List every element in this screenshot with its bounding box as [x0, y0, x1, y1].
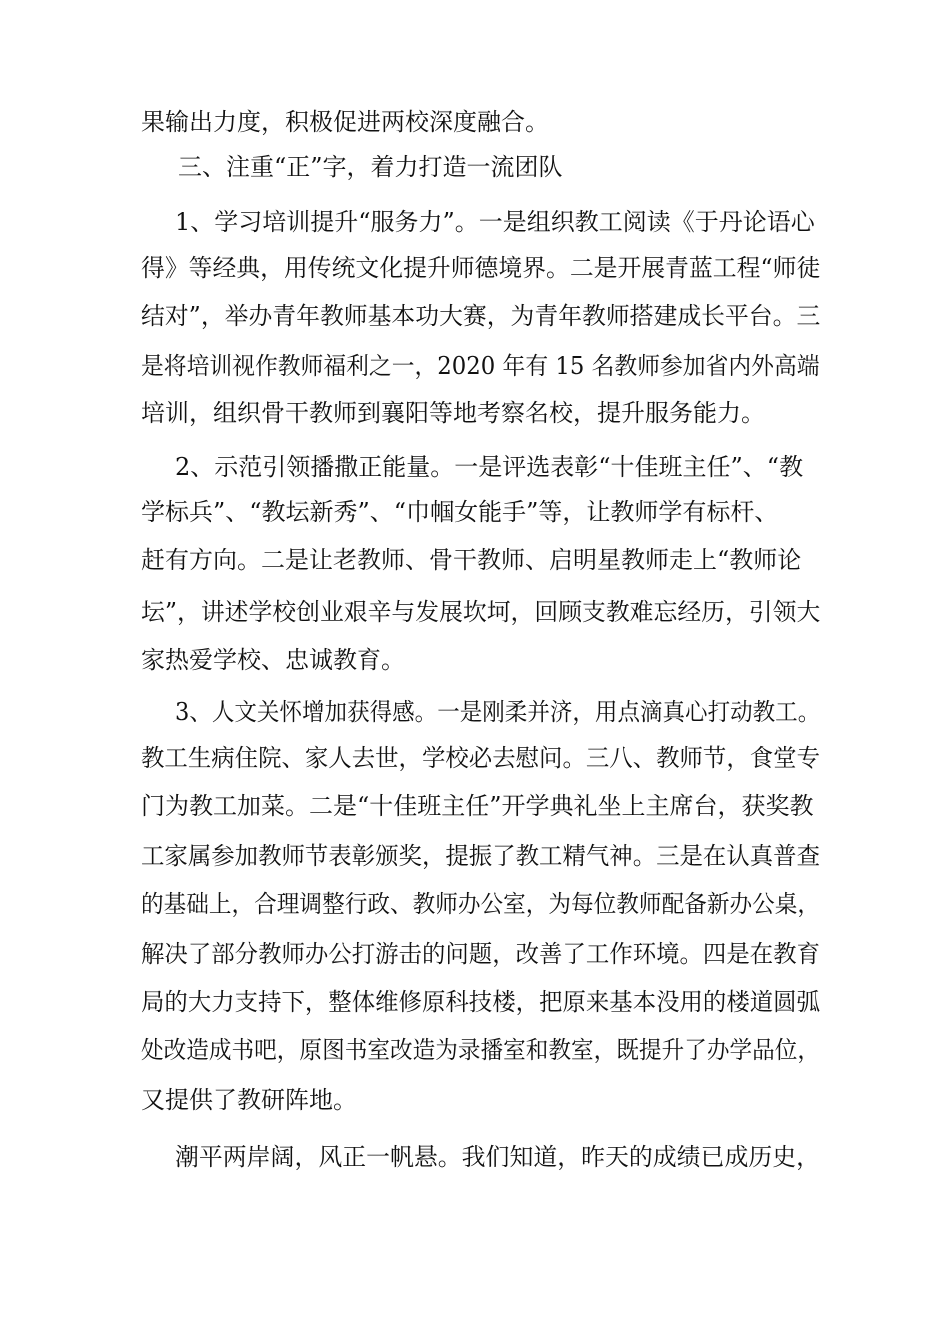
text-line: 1、学习培训提升“服务力”。一是组织教工阅读《于丹论语心 [175, 208, 815, 236]
text-line: 3、人文关怀增加获得感。一是刚柔并济，用点滴真心打动教工。 [175, 698, 821, 726]
section-heading: 三、注重“正”字，着力打造一流团队 [178, 153, 563, 181]
text-line: 工家属参加教师节表彰颁奖，提振了教工精气神。三是在认真普查 [141, 842, 820, 870]
text-line: 又提供了教研阵地。 [141, 1086, 357, 1114]
text-line: 家热爱学校、忠诚教育。 [141, 646, 405, 674]
text-line: 赶有方向。二是让老教师、骨干教师、启明星教师走上“教师论 [141, 546, 802, 574]
text-line: 潮平两岸阔，风正一帆悬。我们知道，昨天的成绩已成历史， [175, 1143, 820, 1171]
text-line: 得》等经典，用传统文化提升师德境界。二是开展青蓝工程“师徒 [141, 254, 821, 282]
text-line: 果输出力度，积极促进两校深度融合。 [141, 108, 549, 136]
text-line: 2、示范引领播撒正能量。一是评选表彰“十佳班主任”、“教 [175, 453, 804, 481]
text-line: 是将培训视作教师福利之一，2020 年有 15 名教师参加省内外高端 [141, 352, 820, 380]
text-line: 学标兵”、“教坛新秀”、“巾帼女能手”等，让教师学有标杆、 [141, 498, 779, 526]
text-line: 坛”，讲述学校创业艰辛与发展坎坷，回顾支教难忘经历，引领大 [141, 598, 821, 626]
text-line: 解决了部分教师办公打游击的问题，改善了工作环境。四是在教育 [141, 940, 820, 968]
text-line: 局的大力支持下，整体维修原科技楼，把原来基本没用的楼道圆弧 [141, 988, 820, 1016]
text-line: 处改造成书吧，原图书室改造为录播室和教室，既提升了办学品位， [141, 1036, 820, 1064]
text-line: 结对”，举办青年教师基本功大赛，为青年教师搭建成长平台。三 [141, 302, 821, 330]
text-line: 教工生病住院、家人去世，学校必去慰问。三八、教师节，食堂专 [141, 744, 820, 772]
text-line: 的基础上，合理调整行政、教师办公室，为每位教师配备新办公桌， [141, 890, 820, 918]
text-line: 培训，组织骨干教师到襄阳等地考察名校，提升服务能力。 [141, 399, 765, 427]
text-line: 门为教工加菜。二是“十佳班主任”开学典礼坐上主席台，获奖教 [141, 792, 814, 820]
